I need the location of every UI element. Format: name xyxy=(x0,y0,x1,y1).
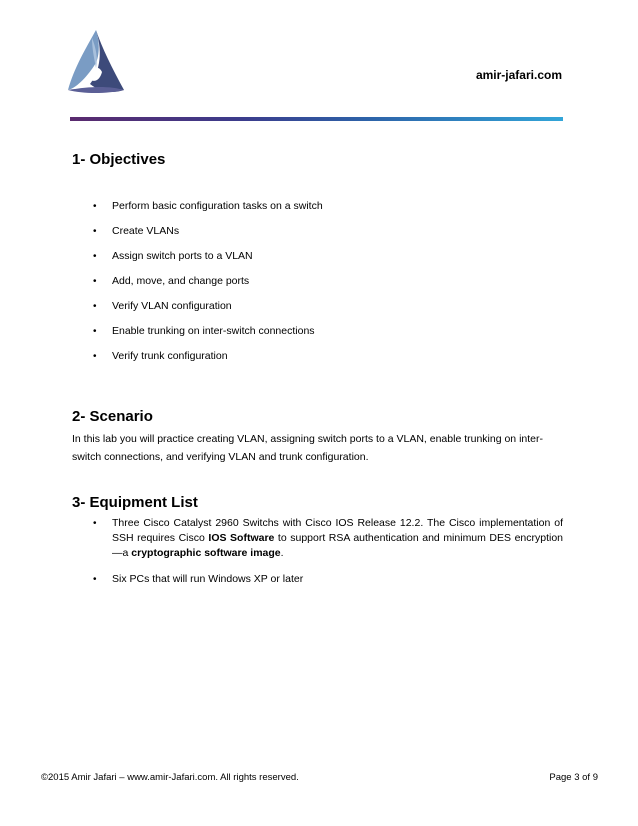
equipment-list xyxy=(93,516,563,587)
objectives-heading: 1- Objectives xyxy=(72,151,166,168)
list-item: • Verify trunk configuration xyxy=(93,350,553,375)
footer-page-number: Page 3 of 9 xyxy=(549,772,598,783)
equipment-text: Three Cisco Catalyst 2960 Switchs with Cisco IOS Release 12.2. The Cisco implementation of SSH requires Cisco xyxy=(112,517,563,544)
objectives-list xyxy=(93,200,553,375)
list-item: • Verify VLAN configuration xyxy=(93,300,553,325)
list-item: • Six PCs that will run Windows XP or later xyxy=(93,572,563,587)
equipment-bold: IOS Software xyxy=(208,532,275,544)
list-item: • Create VLANs xyxy=(93,225,553,250)
header-rule xyxy=(70,117,563,121)
scenario-text xyxy=(72,430,560,466)
list-item: • Perform basic configuration tasks on a switch xyxy=(93,200,553,225)
triangle-logo-icon xyxy=(66,28,126,96)
site-name: amir-jafari.com xyxy=(475,68,562,82)
equipment-heading: 3- Equipment List xyxy=(72,494,198,511)
list-item: • Assign switch ports to a VLAN xyxy=(93,250,553,275)
equipment-text: to support RSA authentication and minimum DES encryption—a xyxy=(112,532,564,559)
scenario-line-2: switch connections, and verifying VLAN and trunk configuration. xyxy=(72,451,369,463)
list-item: • Add, move, and change ports xyxy=(93,275,553,300)
equipment-bold: cryptographic software image xyxy=(131,547,281,559)
equipment-text: . xyxy=(280,547,284,559)
list-item xyxy=(93,516,563,561)
scenario-heading: 2- Scenario xyxy=(72,408,153,425)
footer-copyright: ©2015 Amir Jafari – www.amir-Jafari.com. All rights reserved. xyxy=(41,772,299,783)
list-item: • Enable trunking on inter-switch connections xyxy=(93,325,553,350)
scenario-line-1: In this lab you will practice creating VLAN, assigning switch ports to a VLAN, enable trunking on inter- xyxy=(72,433,543,445)
